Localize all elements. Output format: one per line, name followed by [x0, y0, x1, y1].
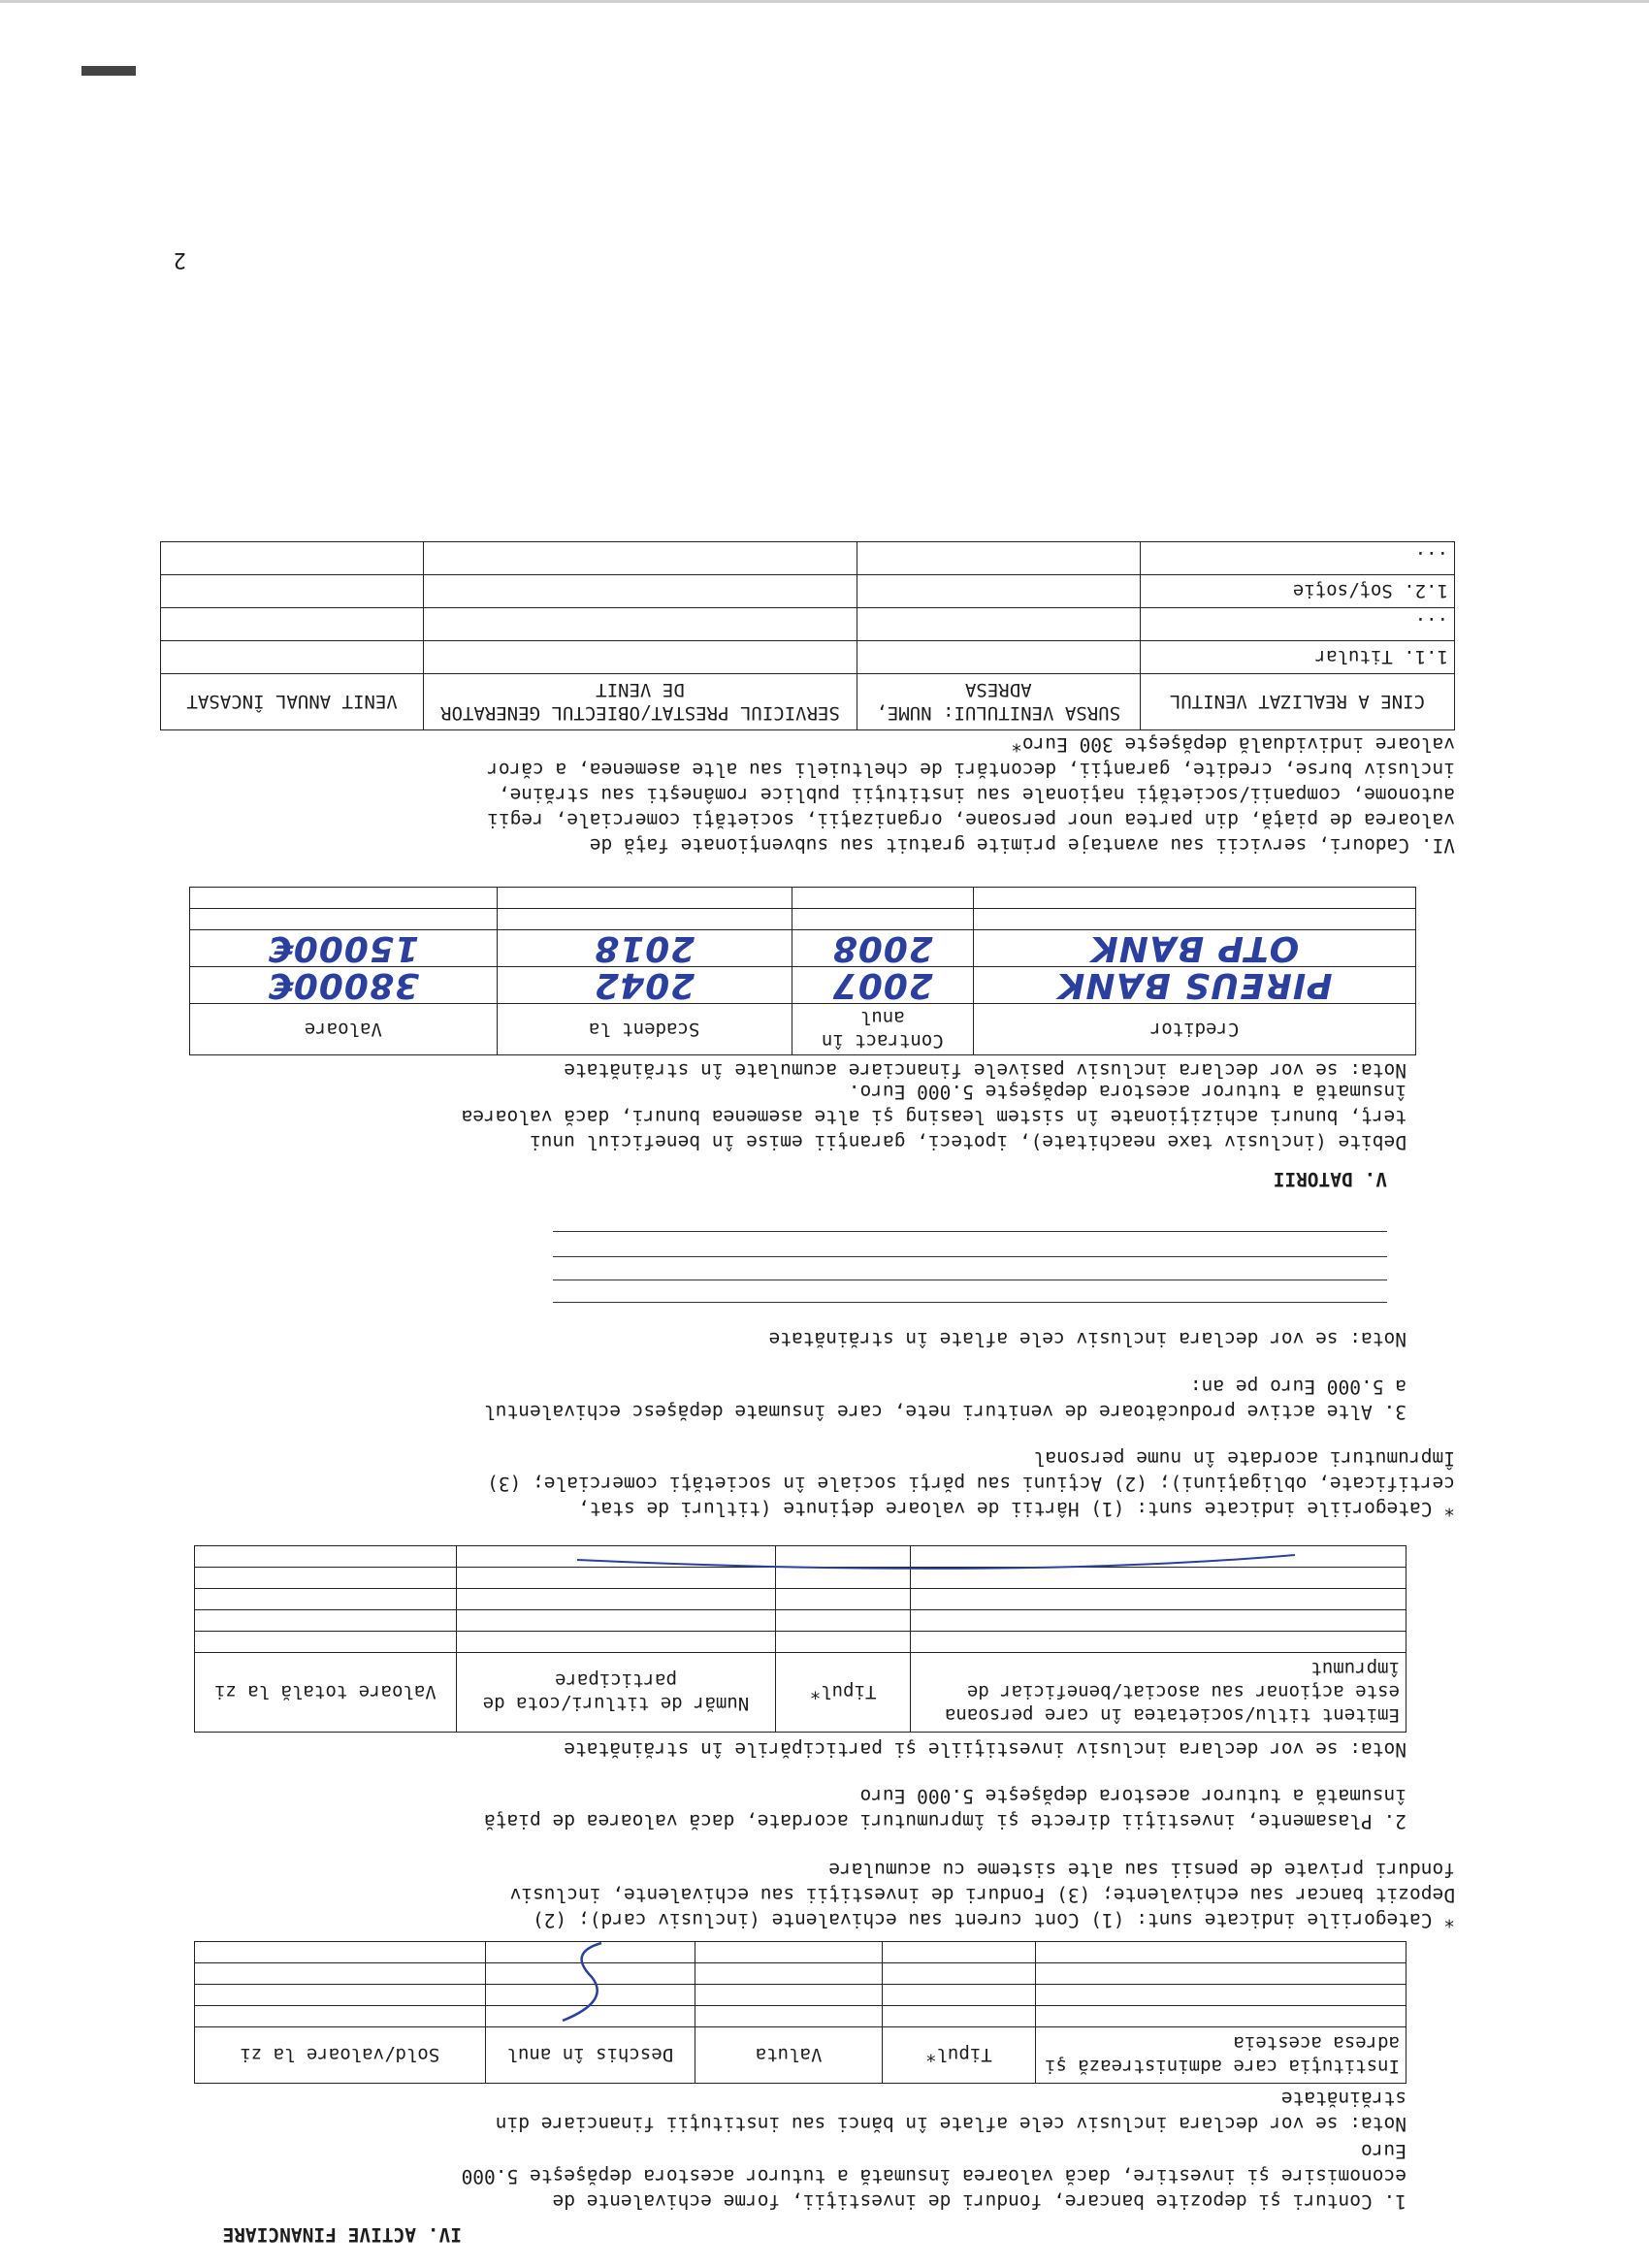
- section-iv-p2: [194, 1783, 1406, 1833]
- text-line: însumată a tuturor acestora depăşeşte 5.000 Euro.: [848, 1081, 1406, 1103]
- section-v-paragraph: [146, 1079, 1406, 1154]
- table-header: Număr de titluri/cota de participare: [456, 1653, 776, 1733]
- text-line: Euro: [1361, 2140, 1406, 2162]
- text-line: VI. Cadouri, servicii sau avantaje primite gratuit sau subvenţionate faţă de: [589, 834, 1455, 857]
- text-line: inclusiv burse, credite, garanţii, decontări de cheltuieli sau alte asemenea, a căror: [487, 759, 1455, 781]
- table-header-row: [161, 674, 1455, 730]
- text-line: Debite (inclusiv taxe neachitate), ipoteci, garanţii emise în beneficiul unui: [530, 1131, 1406, 1153]
- debts-table: [189, 887, 1416, 1055]
- table-row: [195, 1610, 1406, 1632]
- row-label: ...: [1140, 608, 1454, 641]
- gifts-table: [160, 541, 1455, 730]
- table-row: [190, 888, 1416, 909]
- contract-year-cell: 2007: [792, 967, 974, 1004]
- table-header: CINE A REALIZAT VENITUL: [1140, 674, 1454, 730]
- text-line: * Categoriile indicate sunt: (1) Hârtii de valoare deţinute (titluri de stat,: [578, 1498, 1455, 1520]
- text-line: valoarea de piaţă, din partea unor persoane, organizaţii, societăţi comerciale, regii: [487, 809, 1455, 831]
- table-header: Valoare totală la zi: [195, 1653, 457, 1733]
- accounts-table: [194, 1941, 1406, 2084]
- blank-line: [553, 1231, 1387, 1232]
- table-row: [190, 967, 1416, 1004]
- table-header-row: [195, 2027, 1406, 2084]
- table-header: Creditor: [974, 1004, 1416, 1055]
- table-row: [195, 1942, 1406, 1963]
- text-line: Depozit bancar sau echivalente; (3) Fonduri de investiţii sau echivalente, inclusiv: [509, 1884, 1455, 1906]
- accounts-footnote: [194, 1857, 1455, 1932]
- text-line: terţ, bunuri achiziţionate în sistem leasing şi alte asemenea bunuri, dacă valoarea: [461, 1106, 1406, 1128]
- text-line: valoare individuală depăşeşte 300 Euro*: [1011, 733, 1455, 756]
- section-iv-p1: [242, 2138, 1406, 2214]
- table-row: [190, 909, 1416, 930]
- text-line: a 5.000 Euro pe an:: [1189, 1376, 1406, 1398]
- cancel-stroke-mark: [572, 1531, 1300, 1589]
- value-cell: 38000€: [190, 967, 498, 1004]
- table-header: Valoare: [190, 1004, 498, 1055]
- table-row: [195, 2006, 1406, 2027]
- text-line: 2. Plasamente, investiţii directe şi împrumuturi acordate, dacă valoarea de piaţă: [484, 1810, 1406, 1832]
- text-line: 1. Conturi şi depozite bancare, fonduri de investiţii, forme echivalente de: [552, 2190, 1406, 2213]
- section-iv-p3-note: Nota: se vor declara inclusiv cele aflate în străinătate: [768, 1328, 1406, 1350]
- blank-line: [553, 1256, 1387, 1257]
- section-iv-title: IV. ACTIVE FINANCIARE: [222, 2223, 462, 2246]
- table-header: Valuta: [695, 2027, 883, 2084]
- table-header: Deschis în anul: [485, 2027, 695, 2084]
- value-cell: 15000€: [190, 930, 498, 967]
- table-row: [190, 930, 1416, 967]
- text-line: certificate, obligaţiuni); (2) Acţiuni sau părţi sociale în societăţi comerciale; (3): [487, 1473, 1455, 1495]
- blank-line: [553, 1302, 1387, 1303]
- table-header: Instituţia care administrează şi adresa acesteia: [1035, 2027, 1406, 2084]
- due-year-cell: 2018: [497, 930, 792, 967]
- table-row: [195, 1985, 1406, 2006]
- text-line: * Categoriile indicate sunt: (1) Cont curent sau echivalente (inclusiv card); (2): [533, 1909, 1455, 1931]
- page-number: 2: [173, 247, 186, 272]
- text-line: însumată a tuturor acestora depăşeşte 5.000 Euro: [859, 1785, 1406, 1807]
- table-row: [161, 575, 1455, 608]
- row-label: 1.1. Titular: [1140, 641, 1454, 674]
- table-row: [161, 608, 1455, 641]
- creditor-cell: PIREUS BANK: [974, 967, 1416, 1004]
- section-iv-p1-note: [242, 2086, 1406, 2136]
- row-label: ...: [1140, 542, 1454, 575]
- table-row: [195, 1589, 1406, 1610]
- table-header-row: [195, 1653, 1406, 1733]
- text-line: autonome, companii/societăţi naţionale sau instituţii publice româneşti sau străine,: [498, 784, 1455, 806]
- table-row: [195, 1963, 1406, 1985]
- table-header: VENIT ANUAL ÎNCASAT: [161, 674, 424, 730]
- table-header: Contract în anul: [792, 1004, 974, 1055]
- due-year-cell: 2042: [497, 967, 792, 1004]
- investments-footnote: [194, 1445, 1455, 1521]
- scan-mark: [81, 66, 136, 76]
- contract-year-cell: 2008: [792, 930, 974, 967]
- section-iv-p2-note: Nota: se vor declara inclusiv investiţiile şi participările în străinătate: [564, 1738, 1406, 1761]
- text-line: economisire şi investire, dacă valoarea însumată a tuturor acestora depăşeşte 5.000: [461, 2165, 1406, 2187]
- section-v-title: V. DATORII: [1273, 1168, 1387, 1190]
- text-line: 3. Alte active producătoare de venituri nete, care însumate depăşesc echivalentul: [484, 1401, 1406, 1423]
- table-header: SERVICIUL PRESTAT/OBIECTUL GENERATOR DE VENIT: [424, 674, 857, 730]
- cancel-stroke-mark: [534, 1938, 621, 2025]
- text-line: Împrumuturi acordate în nume personal: [1033, 1447, 1455, 1470]
- table-row: [161, 542, 1455, 575]
- table-header: Tipul*: [776, 1653, 911, 1733]
- text-line: fonduri private de pensii sau alte sisteme cu acumulare: [828, 1859, 1455, 1881]
- section-v-note: Nota: se vor declara inclusiv pasivele financiare acumulate în străinătate: [564, 1059, 1406, 1082]
- table-header: Scadent la: [497, 1004, 792, 1055]
- table-header: Emitent titlu/societatea în care persoana este acţionar sau asociat/beneficiar de împrumut: [910, 1653, 1406, 1733]
- section-vi-paragraph: [175, 731, 1455, 858]
- table-header: Tipul*: [883, 2027, 1035, 2084]
- table-row: [195, 1632, 1406, 1653]
- text-line: Nota: se vor declara inclusiv cele aflate în bănci sau instituţii financiare din: [495, 2113, 1406, 2135]
- table-row: [161, 641, 1455, 674]
- creditor-cell: OTP BANK: [974, 930, 1416, 967]
- text-line: străinătate: [1280, 2088, 1406, 2110]
- table-header: Sold/valoare la zi: [195, 2027, 486, 2084]
- table-header-row: [190, 1004, 1416, 1055]
- section-iv-p3: [194, 1374, 1406, 1424]
- table-header: SURSA VENITULUI: NUME, ADRESA: [857, 674, 1140, 730]
- row-label: 1.2. Soţ/soţie: [1140, 575, 1454, 608]
